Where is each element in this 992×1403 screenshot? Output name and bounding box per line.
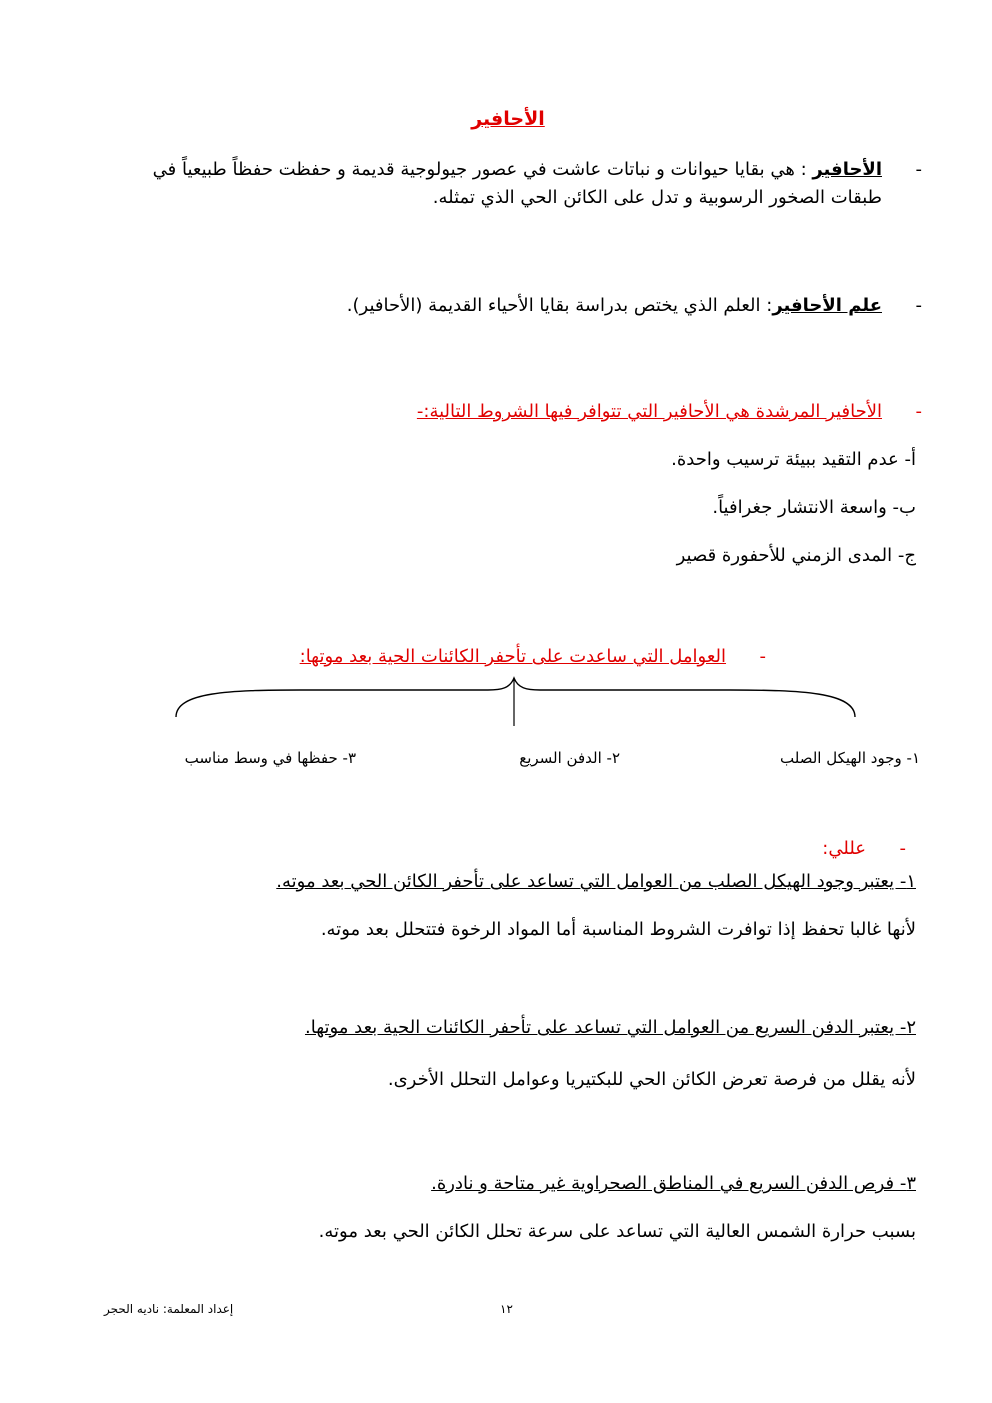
bullet-dash: - [899,838,906,859]
bullet-dash: - [915,295,922,316]
explain-answer: لأنها غالبا تحفظ إذا توافرت الشروط المناسبة أما المواد الرخوة فتتحلل بعد موته. [320,919,916,940]
bullet-dash: - [915,159,922,180]
bullet-dash: - [915,401,922,422]
list-item: ج- المدى الزمني للأحفورة قصير [676,545,916,566]
definition-term: علم الأحافير [772,295,882,316]
factor-item: ٣- حفظها في وسط مناسب [184,749,356,767]
explain-question: ٣- فرص الدفن السريع في المناطق الصحراوية غير متاحة و نادرة. [431,1173,916,1194]
explain-heading: عللي: [822,838,867,859]
guide-fossils-heading: الأحافير المرشدة هي الأحافير التي تتوافر فيها الشروط التالية:- [416,401,882,422]
definition-text: هي بقايا حيوانات و نباتات عاشت في عصور جيولوجية قديمة و حفظت حفظاً طبيعياً في طبقات الصخور الرسوبية و تدل على الكائن الحي الذي تمثله. [152,159,882,208]
list-item: ب- واسعة الانتشار جغرافياً. [712,497,916,518]
page-number: ١٢ [500,1302,513,1316]
page-title: الأحافير [471,108,545,130]
definition-text: العلم الذي يختص بدراسة بقايا الأحياء القديمة (الأحافير). [346,295,761,316]
explain-question: ٢- يعتبر الدفن السريع من العوامل التي تساعد على تأحفر الكائنات الحية بعد موتها. [304,1017,916,1038]
factors-heading: العوامل التي ساعدت على تأحفر الكائنات الحية بعد موتها: [299,646,727,667]
explain-section [822,836,906,862]
explain-answer: بسبب حرارة الشمس العالية التي تساعد على سرعة تحلل الكائن الحي بعد موته. [318,1221,916,1242]
list-item: أ- عدم التقيد ببيئة ترسيب واحدة. [671,449,916,470]
definition-separator: : [760,295,773,316]
explain-question: ١- يعتبر وجود الهيكل الصلب من العوامل التي تساعد على تأحفر الكائن الحي بعد موته. [276,871,916,892]
explain-answer: لأنه يقلل من فرصة تعرض الكائن الحي للبكتيريا وعوامل التحلل الأخرى. [387,1069,916,1090]
definition-term: الأحافير [812,159,882,180]
brace-line [176,678,855,717]
footer-author: إعداد المعلمة: ناديه الحجر [104,1302,234,1316]
factor-item: ١- وجود الهيكل الصلب [780,749,920,767]
definition-separator: : [794,159,813,180]
bullet-dash: - [759,646,766,667]
factor-item: ٢- الدفن السريع [519,749,620,767]
